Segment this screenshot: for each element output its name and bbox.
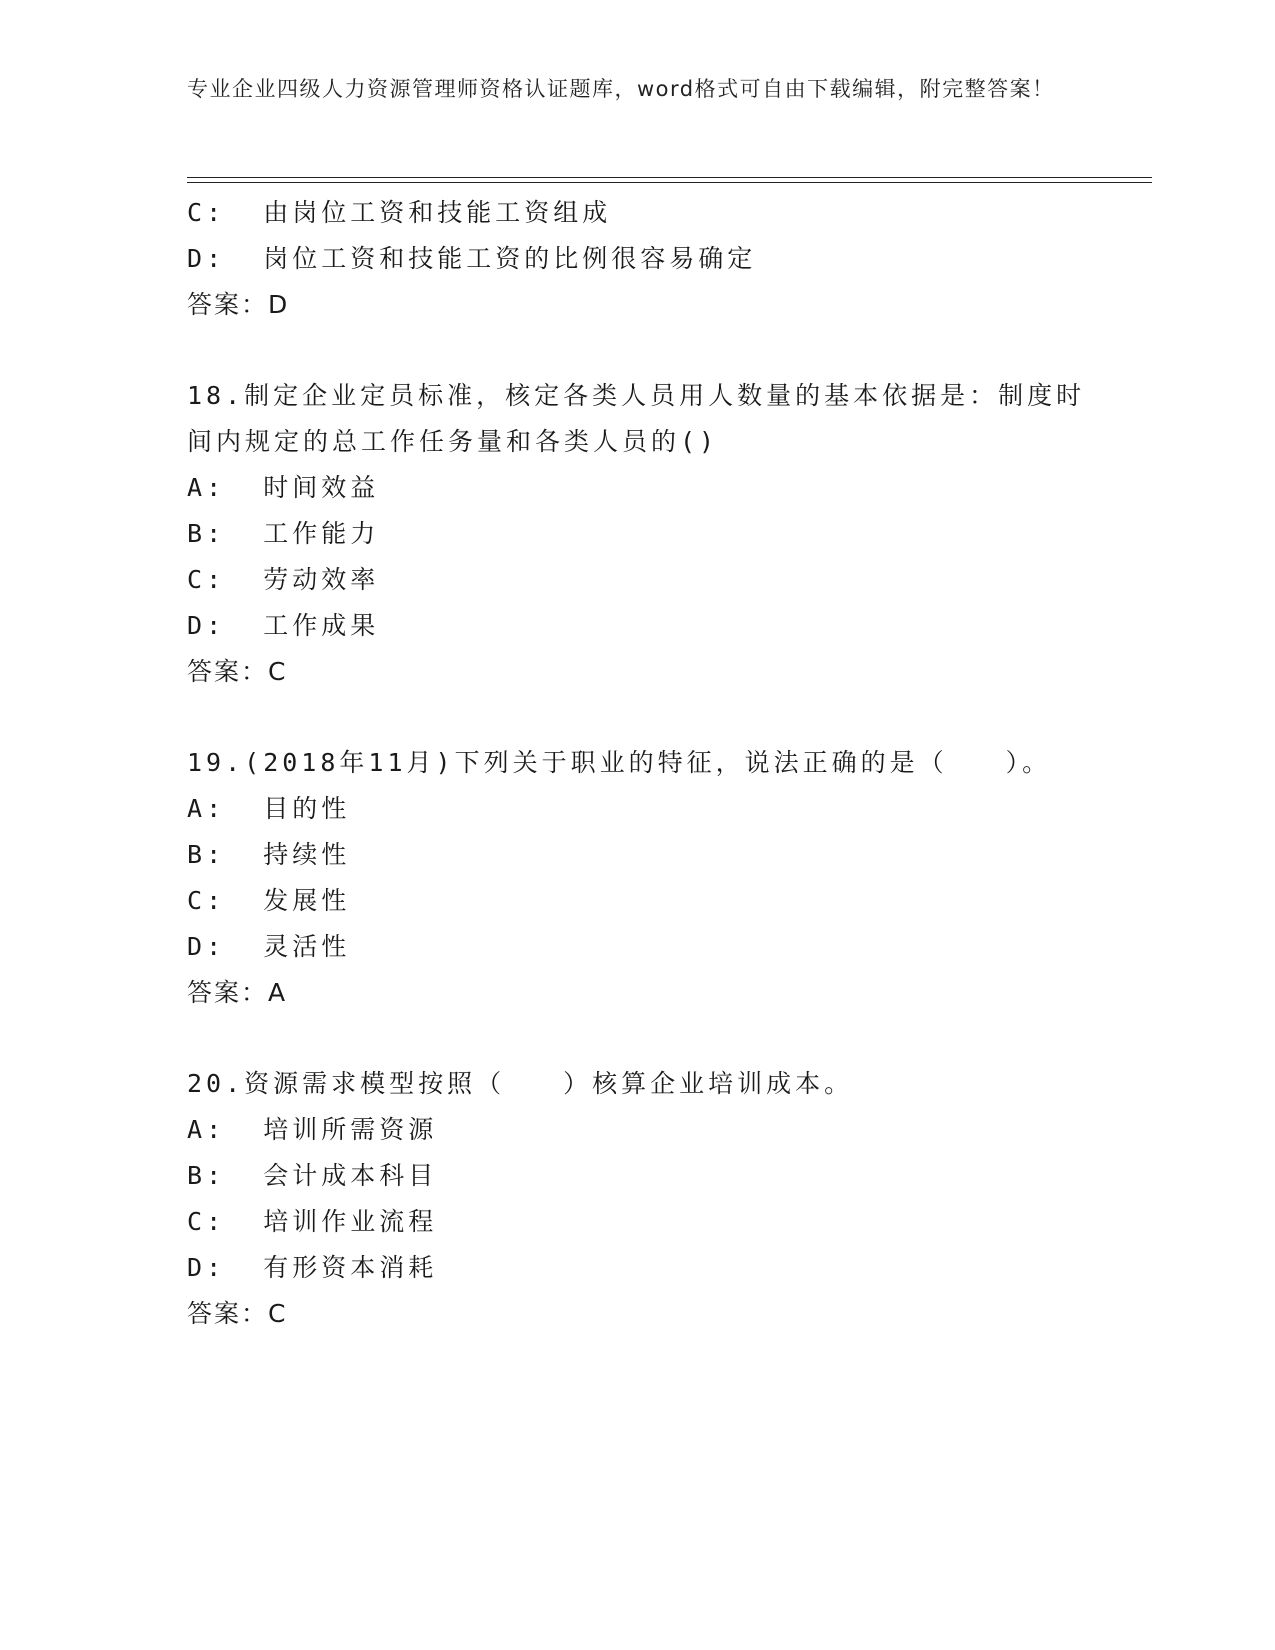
- option-letter: B: [187, 1161, 207, 1190]
- answer-line: 答案：D: [187, 290, 290, 319]
- option-d: D: 工作成果: [187, 611, 380, 640]
- option-text: 灵活性: [263, 932, 351, 961]
- option-d: D: 灵活性: [187, 932, 351, 961]
- option-letter: D: [187, 1253, 207, 1282]
- option-c: C: 劳动效率: [187, 565, 380, 594]
- answer-line: 答案：C: [187, 657, 288, 686]
- option-b: B: 持续性: [187, 840, 351, 869]
- answer-line: 答案：A: [187, 978, 288, 1007]
- option-letter: D: [187, 932, 207, 961]
- option-c: C: 发展性: [187, 886, 351, 915]
- question-stem: 19.(2018年11月)下列关于职业的特征，说法正确的是（ ）。: [187, 748, 1052, 777]
- option-text: 培训所需资源: [263, 1115, 438, 1144]
- option-letter: A: [187, 794, 207, 823]
- option-text: 工作成果: [263, 611, 380, 640]
- option-c: C: 由岗位工资和技能工资组成: [187, 198, 612, 227]
- option-text: 发展性: [263, 886, 351, 915]
- option-text: 由岗位工资和技能工资组成: [263, 198, 612, 227]
- option-letter: D: [187, 611, 207, 640]
- option-a: A: 目的性: [187, 794, 351, 823]
- option-text: 目的性: [263, 794, 351, 823]
- option-a: A: 时间效益: [187, 473, 380, 502]
- option-c: C: 培训作业流程: [187, 1207, 438, 1236]
- option-letter: C: [187, 198, 207, 227]
- option-d: D: 有形资本消耗: [187, 1253, 438, 1282]
- option-b: B: 会计成本科目: [187, 1161, 438, 1190]
- option-letter: B: [187, 519, 207, 548]
- option-letter: A: [187, 1115, 207, 1144]
- header-divider-top: [187, 177, 1152, 178]
- question-stem-cont: 间内规定的总工作任务量和各类人员的(): [187, 427, 719, 456]
- answer-line: 答案：C: [187, 1299, 288, 1328]
- option-letter: C: [187, 886, 207, 915]
- option-text: 持续性: [263, 840, 351, 869]
- document-header: 专业企业四级人力资源管理师资格认证题库，word格式可自由下载编辑，附完整答案！: [187, 77, 1055, 101]
- option-text: 岗位工资和技能工资的比例很容易确定: [263, 244, 757, 273]
- question-stem: 20.资源需求模型按照（ ）核算企业培训成本。: [187, 1069, 854, 1098]
- header-divider-bottom: [187, 182, 1152, 183]
- option-letter: C: [187, 565, 207, 594]
- option-letter: C: [187, 1207, 207, 1236]
- option-letter: A: [187, 473, 207, 502]
- option-letter: D: [187, 244, 207, 273]
- option-b: B: 工作能力: [187, 519, 380, 548]
- question-stem: 18.制定企业定员标准，核定各类人员用人数量的基本依据是：制度时: [187, 381, 1086, 410]
- option-text: 会计成本科目: [263, 1161, 438, 1190]
- option-text: 有形资本消耗: [263, 1253, 438, 1282]
- option-a: A: 培训所需资源: [187, 1115, 438, 1144]
- option-text: 培训作业流程: [263, 1207, 438, 1236]
- option-letter: B: [187, 840, 207, 869]
- question-content: [187, 190, 1087, 1337]
- option-text: 时间效益: [263, 473, 380, 502]
- option-text: 工作能力: [263, 519, 380, 548]
- option-text: 劳动效率: [263, 565, 380, 594]
- option-d: D: 岗位工资和技能工资的比例很容易确定: [187, 244, 757, 273]
